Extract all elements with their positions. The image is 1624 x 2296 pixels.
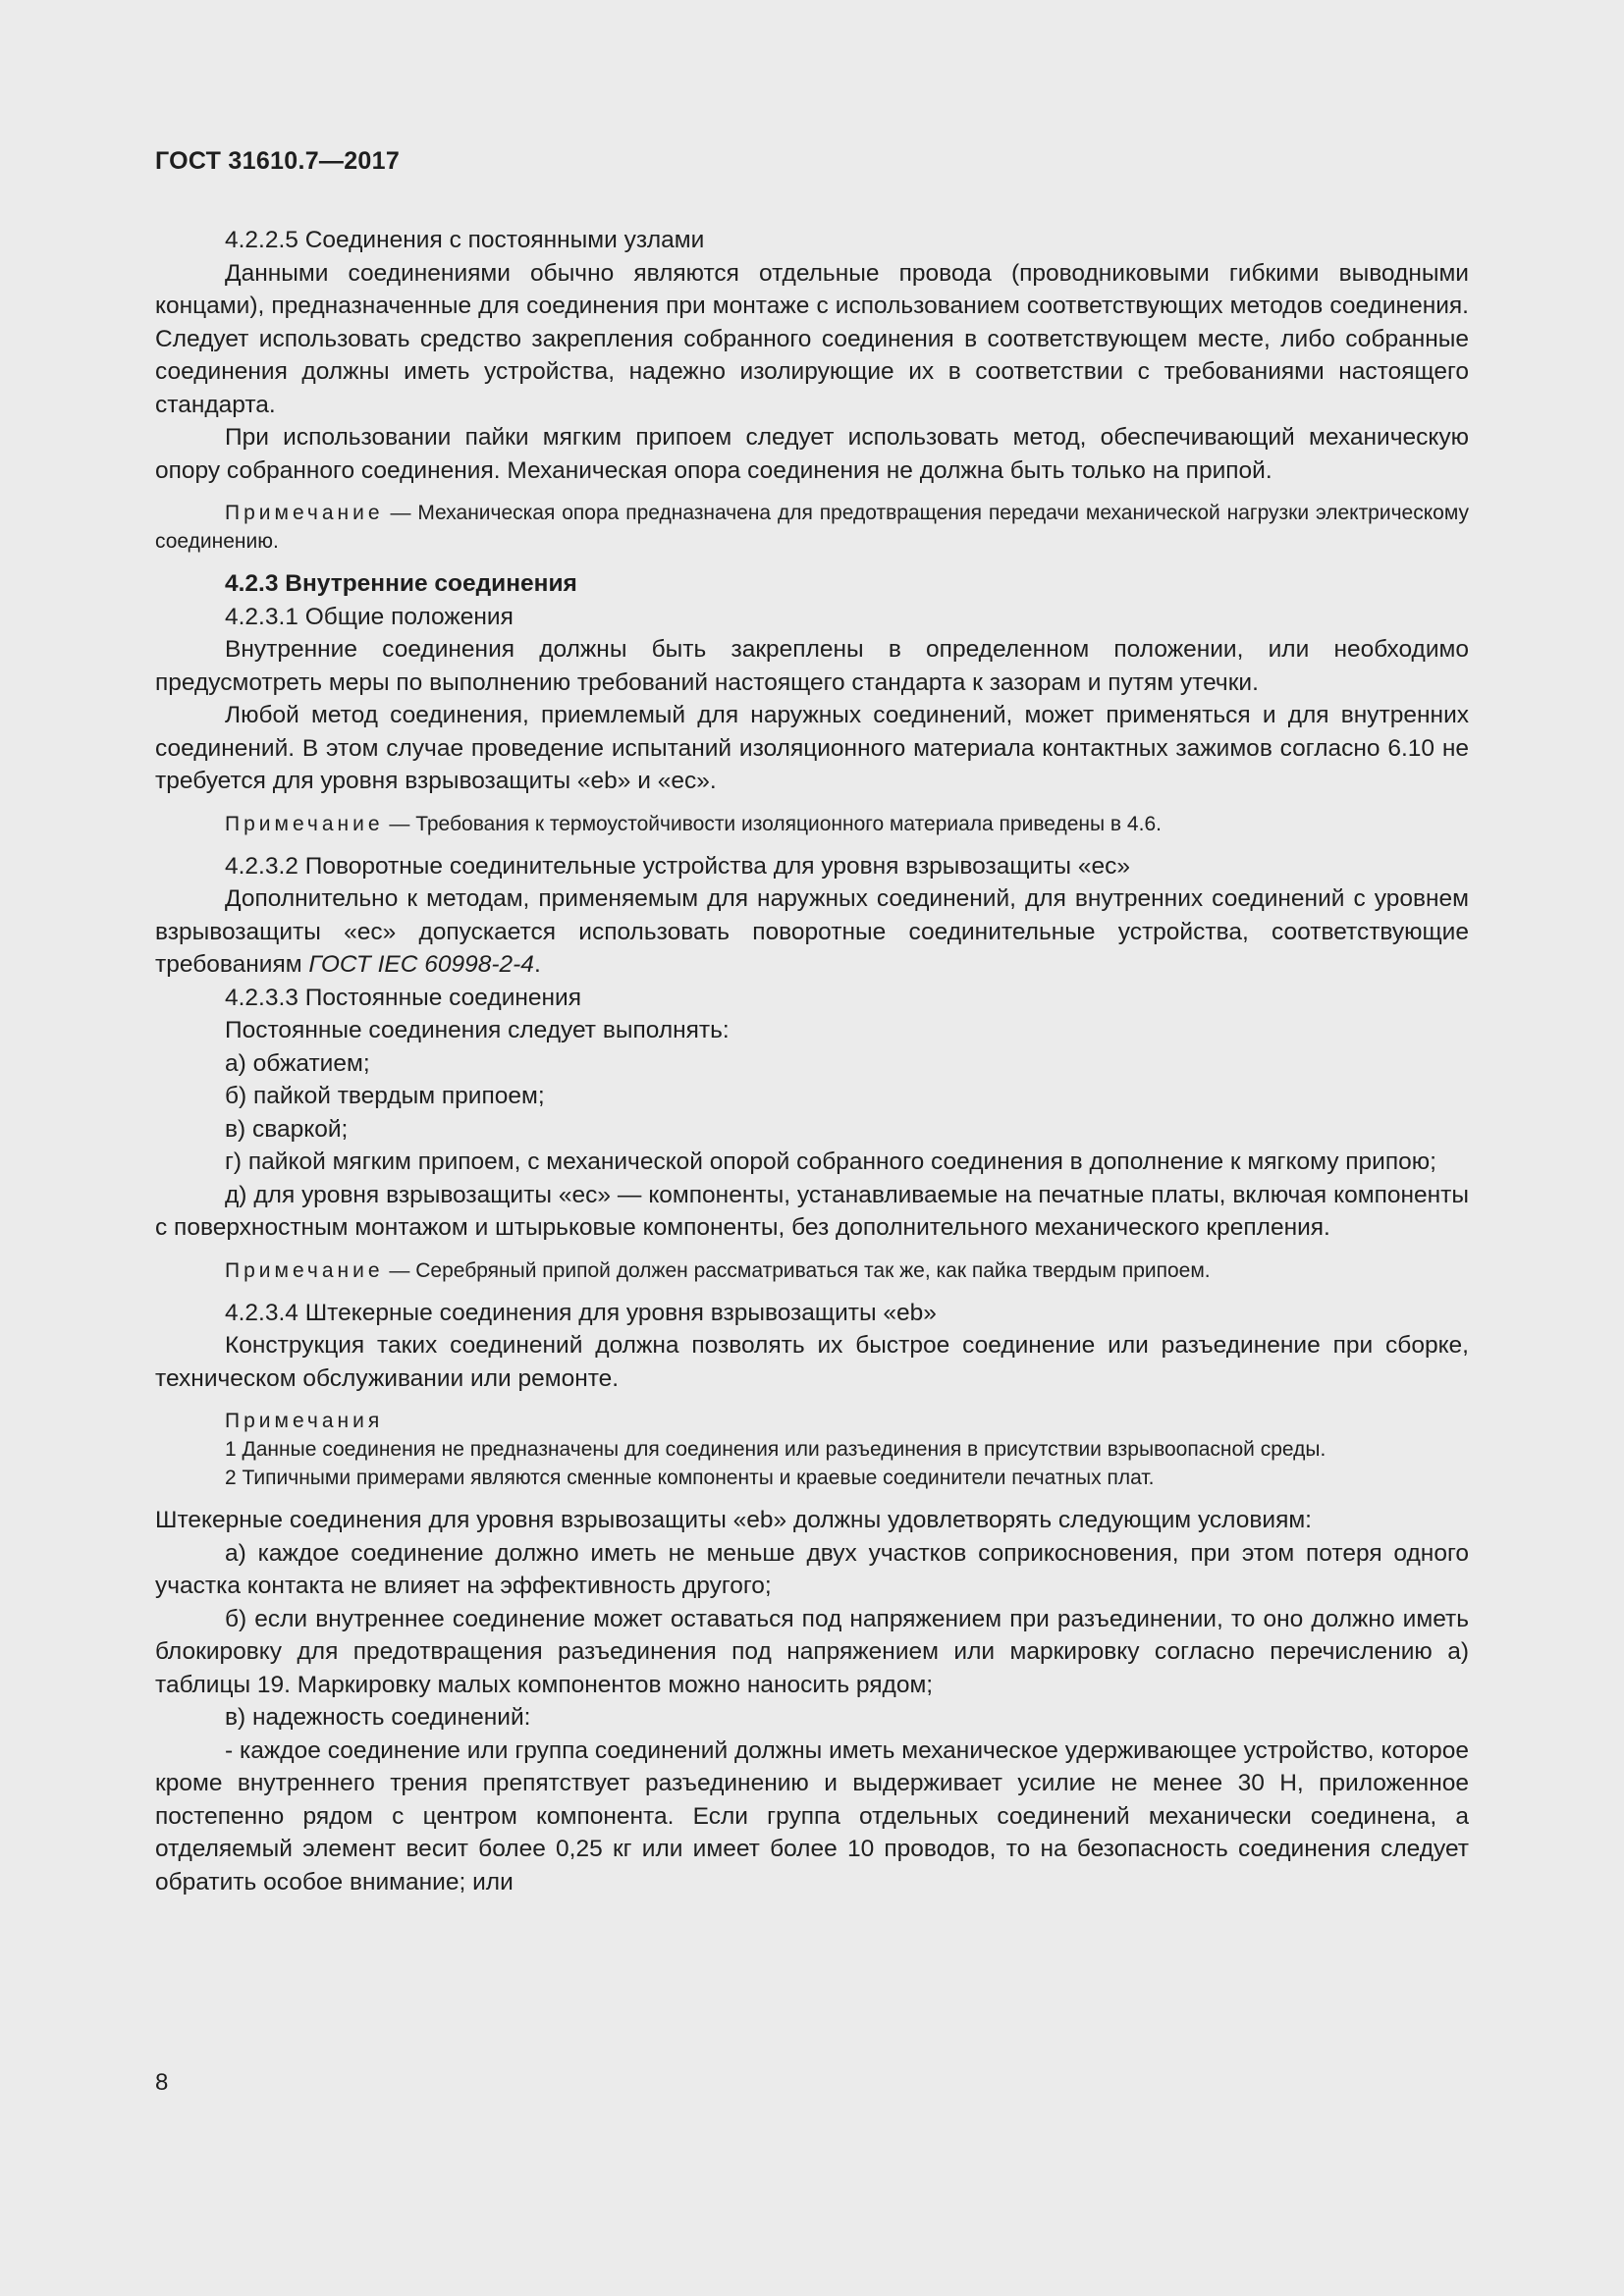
note-item: 2 Типичными примерами являются сменные компоненты и краевые соединители печатных плат. — [225, 1467, 1155, 1489]
standard-reference: ГОСТ IEC 60998-2-4 — [308, 951, 534, 978]
list-item: б) пайкой твердым припоем; — [225, 1083, 545, 1109]
list-item: г) пайкой мягким припоем, с механической опорой собранного соединения в дополнение к мягкому припою; — [225, 1148, 1436, 1175]
note-item: 1 Данные соединения не предназначены для соединения или разъединения в присутствии взрывоопасной среды. — [225, 1438, 1326, 1461]
list-item: а) каждое соединение должно иметь не меньше двух участков соприкосновения, при этом потеря одного участка контакта не влияет на эффективность другого; — [155, 1539, 1469, 1599]
notes-label — [155, 1407, 1469, 1435]
section-title-4-2-3-2: 4.2.3.2 Поворотные соединительные устройства для уровня взрывозащиты «ec» — [225, 852, 1130, 880]
list-item: а) обжатием; — [225, 1049, 370, 1077]
list-item: в) надежность соединений: — [225, 1704, 531, 1731]
section-title-4-2-3-3: 4.2.3.3 Постоянные соединения — [225, 984, 582, 1011]
section-title-4-2-3-4: 4.2.3.4 Штекерные соединения для уровня взрывозащиты «eb» — [225, 1299, 937, 1326]
note-text: — Серебряный припой должен рассматриваться так же, как пайка твердым припоем. — [383, 1258, 1211, 1282]
notes-label-text: Примечания — [225, 1410, 384, 1432]
section-title-4-2-3-1: 4.2.3.1 Общие положения — [225, 603, 514, 630]
note-label: Примечание — [225, 502, 384, 524]
document-code: ГОСТ 31610.7—2017 — [155, 147, 401, 175]
page-number: 8 — [155, 2069, 169, 2096]
list-item: б) если внутреннее соединение может оставаться под напряжением при разъединении, то оно должно иметь блокировку для предотвращения разъединения под напряжением или маркировку согласно перечислению а) таблицы 19. Маркировку малых компонентов можно наносить рядом; — [155, 1605, 1469, 1698]
note — [155, 810, 1469, 838]
paragraph: Данными соединениями обычно являются отдельные провода (проводниковыми гибкими выводными концами), предназначенные для соединения при монтаже с использованием соответствующих методов соединения. Следует использовать средство закрепления собранного соединения в соответствующем месте, либо собранные соединения должны иметь устройства, надежно изолирующие их в соответствии с требованиями настоящего стандарта. — [155, 259, 1469, 418]
paragraph: Любой метод соединения, приемлемый для наружных соединений, может применяться и для внутренних соединений. В этом случае проведение испытаний изоляционного материала контактных зажимов согласно 6.10 не требуется для уровня взрывозащиты «eb» и «ec». — [155, 702, 1469, 794]
note — [155, 1256, 1469, 1285]
note-label: Примечание — [225, 812, 384, 835]
paragraph: Постоянные соединения следует выполнять: — [225, 1017, 730, 1043]
paragraph: При использовании пайки мягким припоем следует использовать метод, обеспечивающий механическую опору собранного соединения. Механическая опора соединения не должна быть только на припой. — [155, 424, 1469, 484]
section-title-4-2-3: 4.2.3 Внутренние соединения — [225, 570, 577, 597]
paragraph: Штекерные соединения для уровня взрывозащиты «eb» должны удовлетворять следующим условиям: — [155, 1507, 1312, 1533]
note — [155, 499, 1469, 556]
document-body — [155, 224, 1469, 1898]
section-title-4-2-2-5: 4.2.2.5 Соединения с постоянными узлами — [225, 227, 705, 253]
paragraph: Конструкция таких соединений должна позволять их быстрое соединение или разъединение при сборке, техническом обслуживании или ремонте. — [155, 1332, 1469, 1392]
list-item: в) сваркой; — [225, 1115, 349, 1143]
paragraph-end: . — [533, 951, 541, 978]
paragraph — [155, 882, 1469, 982]
list-item: д) для уровня взрывозащиты «ec» — компоненты, устанавливаемые на печатные платы, включая компоненты с поверхностным монтажом и штырьковые компоненты, без дополнительного механического крепления. — [155, 1181, 1469, 1241]
list-item: - каждое соединение или группа соединений должны иметь механическое удерживающее устройство, которое кроме внутреннего трения препятствует разъединению и выдерживает усилие не менее 30 Н, приложенное постепенно рядом с центром компонента. Если группа отдельных соединений механически соединена, а отделяемый элемент весит более 0,25 кг или имеет более 10 проводов, то на безопасность соединения следует обратить особое внимание; или — [155, 1736, 1469, 1896]
note-label: Примечание — [225, 1258, 384, 1282]
note-text: — Требования к термоустойчивости изоляционного материала приведены в 4.6. — [383, 812, 1162, 835]
note-text: — Механическая опора предназначена для предотвращения передачи механической нагрузки электрическому соединению. — [155, 502, 1469, 553]
paragraph-text: Дополнительно к методам, применяемым для наружных соединений, для внутренних соединений с уровнем взрывозащиты «ec» допускается использовать поворотные соединительные устройства, соответствующие требованиям — [155, 885, 1469, 978]
paragraph: Внутренние соединения должны быть закреплены в определенном положении, или необходимо предусмотреть меры по выполнению требований настоящего стандарта к зазорам и путям утечки. — [155, 636, 1469, 696]
